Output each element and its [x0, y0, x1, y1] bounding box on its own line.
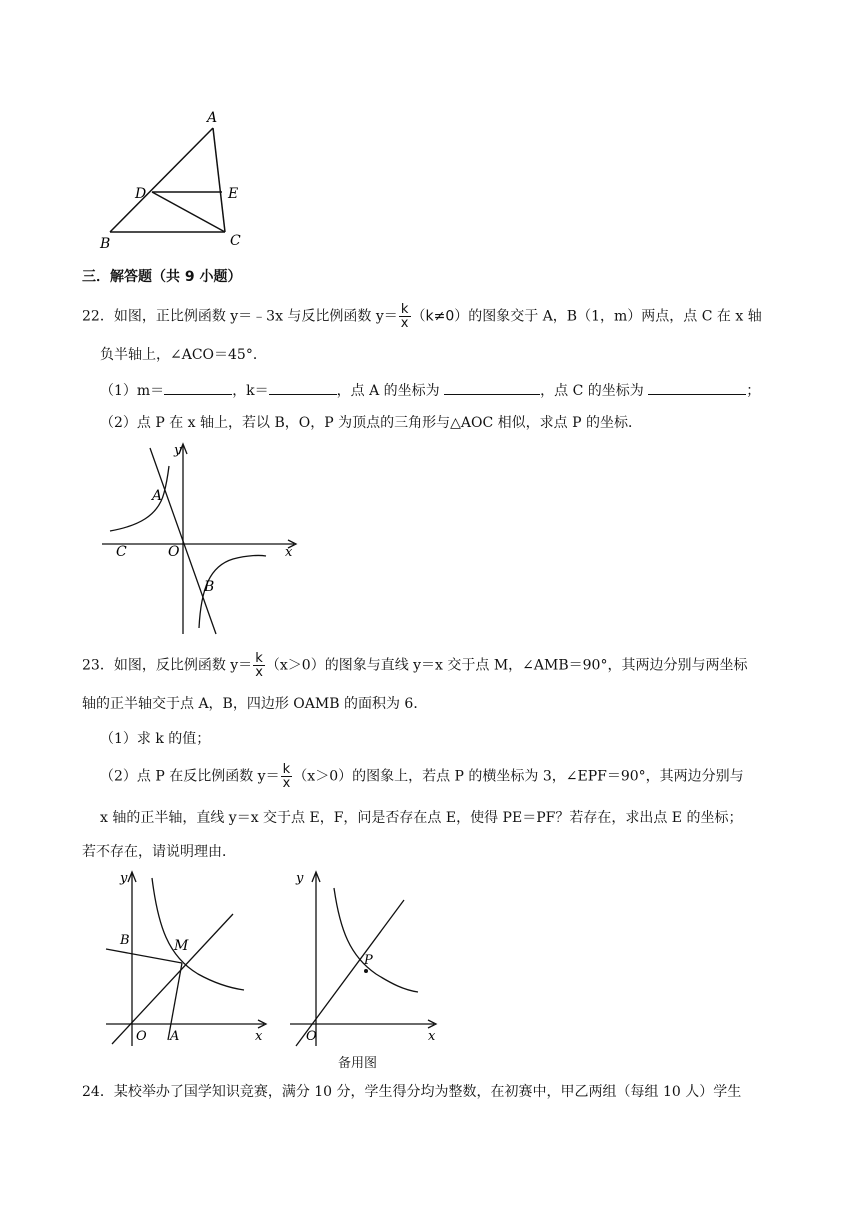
- label-y: y: [120, 871, 128, 886]
- triangle-figure: [95, 108, 255, 250]
- label-p: P: [364, 953, 373, 968]
- label-m: M: [174, 938, 189, 954]
- section-title: 三．解答题（共 9 小题）: [82, 269, 242, 285]
- segment-dc: [152, 192, 225, 232]
- point-p: [364, 969, 368, 973]
- q22-p1-m: （1）m＝: [100, 383, 165, 399]
- edge-ac: [213, 128, 225, 232]
- q23-line6: 若不存在，请说明理由．: [82, 844, 236, 860]
- q22-p1-a: ，点 A 的坐标为: [336, 383, 440, 399]
- q23-part2: [100, 763, 744, 790]
- label-x: x: [285, 545, 293, 560]
- label-y: y: [296, 871, 304, 886]
- hyperbola-curve: [152, 878, 244, 990]
- label-d: D: [135, 186, 147, 202]
- label-b: B: [100, 236, 111, 250]
- frac-numerator: k: [399, 303, 411, 317]
- hyperbola-curve: [334, 888, 418, 992]
- label-b: B: [120, 933, 130, 948]
- label-y: y: [174, 443, 182, 458]
- label-o: O: [306, 1029, 317, 1044]
- frac-denominator: x: [400, 316, 409, 331]
- frac-denominator: x: [255, 665, 263, 680]
- q22-line1: [82, 303, 762, 330]
- q23-graph-main: [98, 866, 273, 1050]
- q23-p2-text-a: （2）点 P 在反比例函数 y＝: [100, 768, 280, 785]
- q22-p1-end: ；: [746, 383, 761, 399]
- q23-graph-spare: [286, 866, 446, 1050]
- q23-line5: x 轴的正半轴，直线 y＝x 交于点 E，F，问是否存在点 E，使得 PE＝PF？若存在，求出点 E 的坐标；: [100, 810, 743, 826]
- label-a: A: [152, 488, 163, 504]
- q23-text-a: 23．如图，反比例函数 y＝: [82, 657, 253, 674]
- q23-text-b: （x＞0）的图象与直线 y＝x 交于点 M，∠AMB＝90°，其两边分别与两坐标: [265, 657, 748, 674]
- q23-part1: （1）求 k 的值；: [100, 731, 211, 747]
- q22-part2: （2）点 P 在 x 轴上，若以 B，O，P 为顶点的三角形与△AOC 相似，求点 P 的坐标．: [100, 415, 642, 431]
- label-a: A: [170, 1029, 180, 1044]
- q23-line2: 轴的正半轴交于点 A，B，四边形 OAMB 的面积为 6．: [82, 696, 428, 712]
- label-x: x: [255, 1029, 263, 1044]
- label-x: x: [428, 1029, 436, 1044]
- frac-numerator: k: [253, 652, 265, 666]
- label-e: E: [228, 186, 239, 202]
- q22-part1: [100, 380, 760, 401]
- answer-blank-c[interactable]: [648, 380, 746, 395]
- q22-line2: 负半轴上，∠ACO＝45°．: [100, 347, 267, 363]
- q22-text-a: 22．如图，正比例函数 y＝﹣3x 与反比例函数 y＝: [82, 308, 398, 325]
- fraction-k-over-x: [399, 303, 411, 330]
- q22-p1-k: ，k＝: [232, 383, 269, 399]
- fraction-k-over-x: [281, 763, 293, 790]
- frac-denominator: x: [282, 776, 291, 791]
- fraction-k-over-x: [253, 652, 265, 679]
- q23-line1: [82, 652, 747, 679]
- label-a: A: [207, 110, 218, 126]
- q22-text-b: 的图象交于 A，B（1，m）两点，点 C 在 x 轴: [468, 308, 762, 325]
- frac-numerator: k: [281, 763, 293, 777]
- answer-blank-a[interactable]: [444, 380, 540, 395]
- segment-mb: [106, 949, 182, 963]
- label-o: O: [136, 1029, 147, 1044]
- q22-graph: [98, 438, 303, 638]
- q22-p1-c: ，点 C 的坐标为: [540, 383, 644, 399]
- label-c: C: [116, 544, 127, 560]
- q24-line1: 24．某校举办了国学知识竞赛，满分 10 分，学生得分均为整数，在初赛中，甲乙两组（每组 10 人）学生: [82, 1084, 742, 1100]
- label-c: C: [230, 233, 241, 249]
- label-b: B: [204, 579, 215, 595]
- q22-paren: （k≠0）: [411, 308, 469, 325]
- label-o: O: [168, 544, 180, 560]
- spare-figure-caption: 备用图: [338, 1056, 378, 1071]
- q23-p2-text-b: （x＞0）的图象上，若点 P 的横坐标为 3，∠EPF＝90°，其两边分别与: [293, 768, 744, 785]
- answer-blank-k[interactable]: [269, 380, 337, 395]
- answer-blank-m[interactable]: [164, 380, 232, 395]
